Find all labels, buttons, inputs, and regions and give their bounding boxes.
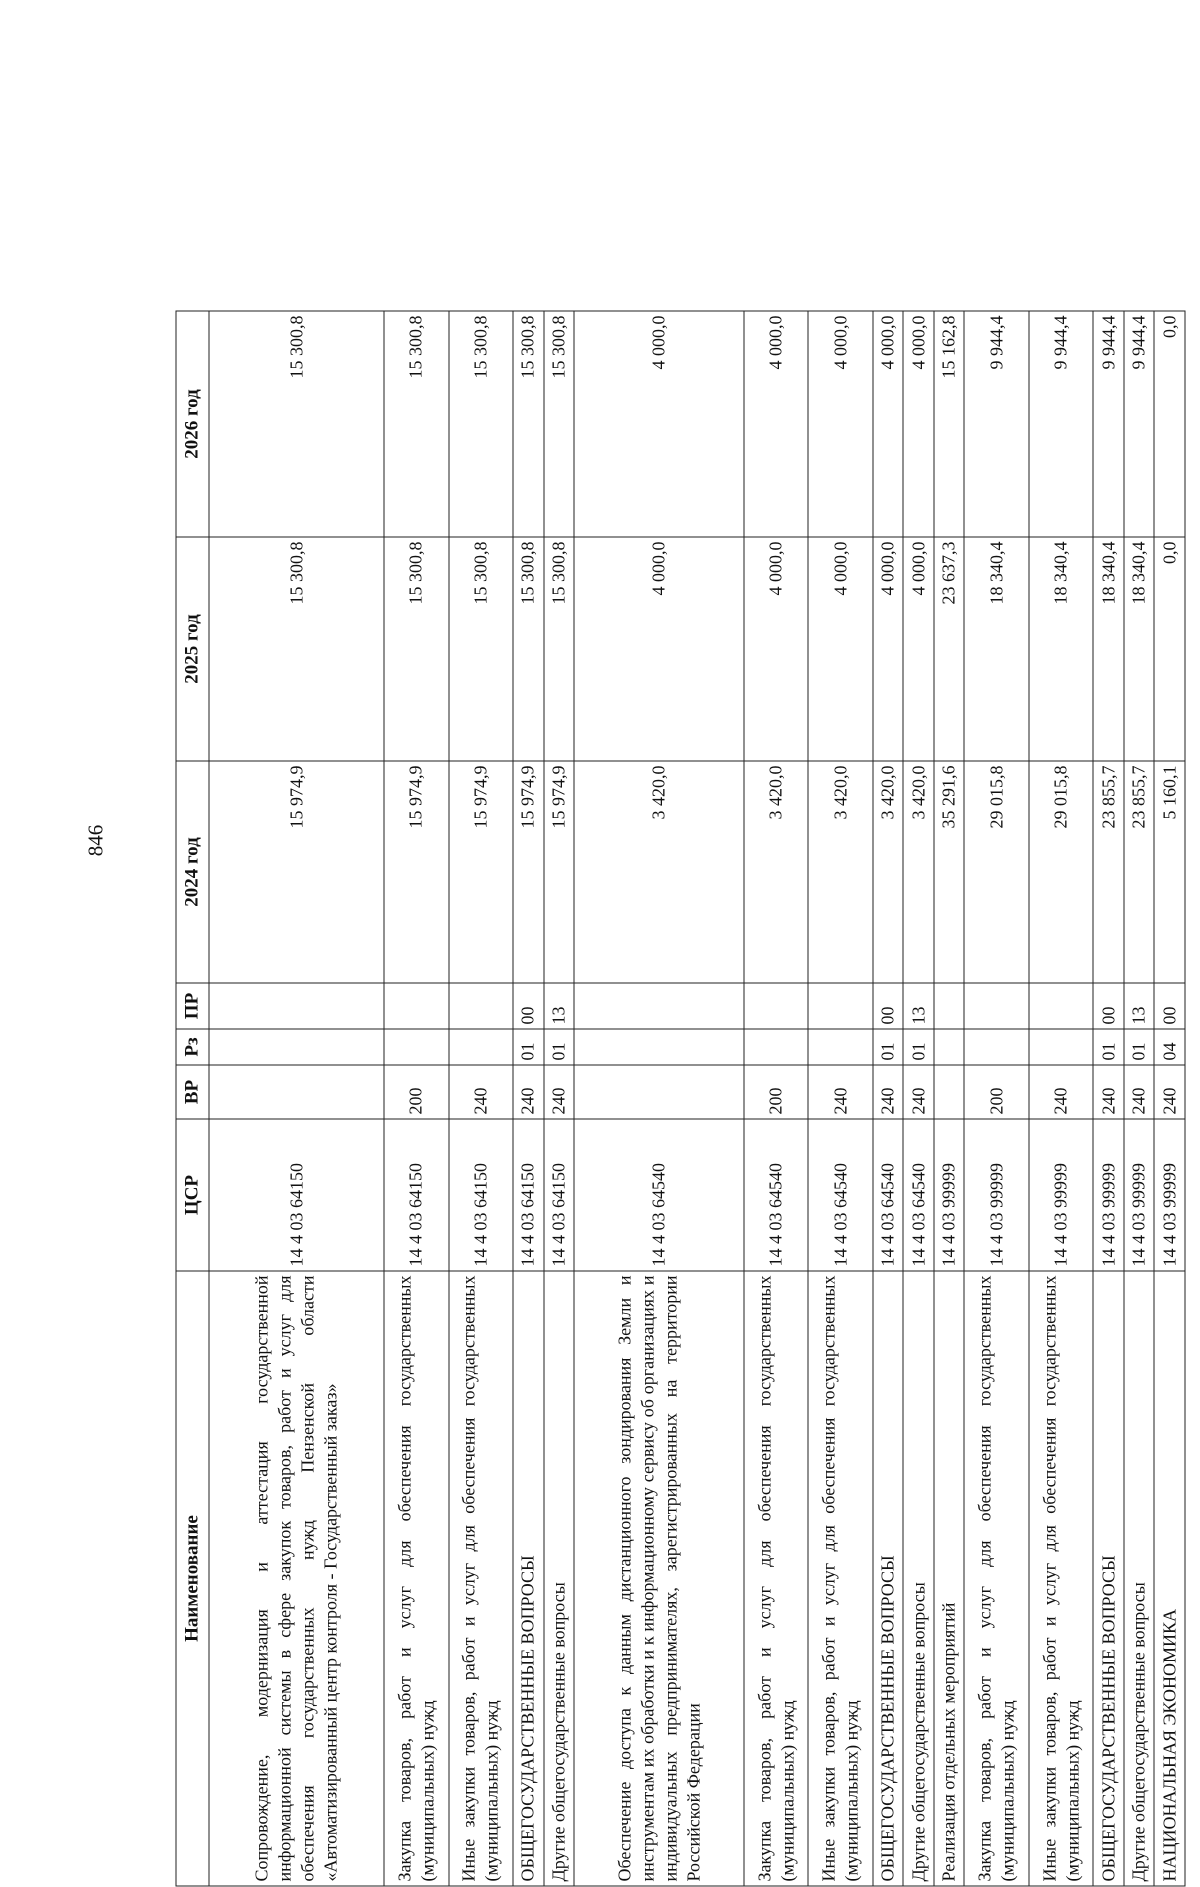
table-row bbox=[964, 311, 1028, 1886]
cell-y2024: 3 420,0 bbox=[903, 761, 934, 983]
cell-y2025: 4 000,0 bbox=[903, 537, 934, 761]
cell-vr: 240 bbox=[1124, 1065, 1155, 1119]
cell-y2025: 18 340,4 bbox=[1093, 537, 1124, 761]
cell-name: НАЦИОНАЛЬНАЯ ЭКОНОМИКА bbox=[1154, 1271, 1185, 1886]
cell-y2025: 15 300,8 bbox=[209, 537, 384, 761]
cell-vr: 240 bbox=[1154, 1065, 1185, 1119]
cell-vr: 240 bbox=[903, 1065, 934, 1119]
cell-pr bbox=[1029, 983, 1093, 1029]
header-name: Наименование bbox=[176, 1271, 209, 1886]
table-row bbox=[1093, 311, 1124, 1886]
cell-vr: 240 bbox=[1093, 1065, 1124, 1119]
cell-y2024: 15 974,9 bbox=[544, 761, 575, 983]
cell-y2026: 4 000,0 bbox=[744, 311, 808, 537]
cell-rz bbox=[384, 1029, 448, 1065]
table-row bbox=[1029, 311, 1093, 1886]
cell-y2026: 9 944,4 bbox=[1093, 311, 1124, 537]
cell-y2024: 3 420,0 bbox=[808, 761, 872, 983]
cell-y2025: 15 300,8 bbox=[449, 537, 513, 761]
cell-pr bbox=[449, 983, 513, 1029]
cell-y2025: 0,0 bbox=[1154, 537, 1185, 761]
cell-y2024: 23 855,7 bbox=[1093, 761, 1124, 983]
header-pr: ПР bbox=[176, 983, 209, 1029]
cell-csr: 14 4 03 99999 bbox=[934, 1119, 965, 1271]
cell-pr: 00 bbox=[1154, 983, 1185, 1029]
cell-vr: 240 bbox=[544, 1065, 575, 1119]
cell-rz: 01 bbox=[513, 1029, 544, 1065]
cell-name: ОБЩЕГОСУДАРСТВЕННЫЕ ВОПРОСЫ bbox=[1093, 1271, 1124, 1886]
cell-rz bbox=[1029, 1029, 1093, 1065]
cell-name: ОБЩЕГОСУДАРСТВЕННЫЕ ВОПРОСЫ bbox=[873, 1271, 904, 1886]
cell-csr: 14 4 03 99999 bbox=[1124, 1119, 1155, 1271]
cell-y2025: 4 000,0 bbox=[808, 537, 872, 761]
cell-vr: 240 bbox=[513, 1065, 544, 1119]
cell-csr: 14 4 03 64540 bbox=[873, 1119, 904, 1271]
cell-y2026: 15 300,8 bbox=[544, 311, 575, 537]
cell-y2026: 15 300,8 bbox=[384, 311, 448, 537]
cell-rz bbox=[808, 1029, 872, 1065]
cell-rz: 01 bbox=[544, 1029, 575, 1065]
budget-table bbox=[176, 311, 1186, 1887]
header-rz: Рз bbox=[176, 1029, 209, 1065]
cell-name: Реализация отдельных мероприятий bbox=[934, 1271, 965, 1886]
cell-pr bbox=[964, 983, 1028, 1029]
cell-name: Обеспечение доступа к данным дистанционного зондирования Земли и инструментам их обработки и к информационному сервису об организациях и индивидуальных предпринимателях, зарегистрированных на территории Российской Федерации bbox=[574, 1271, 744, 1886]
cell-name: Закупка товаров, работ и услуг для обеспечения государственных (муниципальных) нужд bbox=[744, 1271, 808, 1886]
table-row bbox=[934, 311, 965, 1886]
cell-y2026: 4 000,0 bbox=[808, 311, 872, 537]
cell-name: Иные закупки товаров, работ и услуг для обеспечения государственных (муниципальных) нужд bbox=[808, 1271, 872, 1886]
cell-y2026: 9 944,4 bbox=[1124, 311, 1155, 537]
table-row bbox=[1124, 311, 1155, 1886]
rotated-table-area bbox=[175, 315, 1185, 1882]
cell-name: Закупка товаров, работ и услуг для обеспечения государственных (муниципальных) нужд bbox=[384, 1271, 448, 1886]
cell-csr: 14 4 03 64540 bbox=[808, 1119, 872, 1271]
cell-name: Иные закупки товаров, работ и услуг для обеспечения государственных (муниципальных) нужд bbox=[1029, 1271, 1093, 1886]
cell-y2026: 15 162,8 bbox=[934, 311, 965, 537]
cell-y2025: 18 340,4 bbox=[1124, 537, 1155, 761]
page-number: 846 bbox=[83, 824, 108, 857]
header-csr: ЦСР bbox=[176, 1119, 209, 1271]
header-2024: 2024 год bbox=[176, 761, 209, 983]
cell-y2025: 23 637,3 bbox=[934, 537, 965, 761]
cell-csr: 14 4 03 64150 bbox=[449, 1119, 513, 1271]
cell-rz: 04 bbox=[1154, 1029, 1185, 1065]
table-row bbox=[449, 311, 513, 1886]
cell-pr: 13 bbox=[544, 983, 575, 1029]
cell-vr: 200 bbox=[964, 1065, 1028, 1119]
cell-pr bbox=[934, 983, 965, 1029]
header-2026: 2026 год bbox=[176, 311, 209, 537]
cell-y2026: 4 000,0 bbox=[574, 311, 744, 537]
cell-y2024: 3 420,0 bbox=[873, 761, 904, 983]
cell-y2025: 15 300,8 bbox=[513, 537, 544, 761]
cell-vr: 240 bbox=[449, 1065, 513, 1119]
cell-pr: 00 bbox=[873, 983, 904, 1029]
cell-vr: 240 bbox=[1029, 1065, 1093, 1119]
table-body bbox=[209, 311, 1185, 1886]
cell-vr bbox=[934, 1065, 965, 1119]
cell-y2025: 4 000,0 bbox=[744, 537, 808, 761]
cell-csr: 14 4 03 64150 bbox=[544, 1119, 575, 1271]
cell-rz: 01 bbox=[873, 1029, 904, 1065]
cell-rz bbox=[209, 1029, 384, 1065]
cell-csr: 14 4 03 99999 bbox=[964, 1119, 1028, 1271]
cell-pr bbox=[384, 983, 448, 1029]
cell-y2024: 15 974,9 bbox=[384, 761, 448, 983]
cell-pr: 13 bbox=[903, 983, 934, 1029]
cell-y2025: 4 000,0 bbox=[873, 537, 904, 761]
cell-y2024: 15 974,9 bbox=[209, 761, 384, 983]
cell-csr: 14 4 03 64540 bbox=[903, 1119, 934, 1271]
cell-y2025: 15 300,8 bbox=[384, 537, 448, 761]
cell-y2026: 15 300,8 bbox=[513, 311, 544, 537]
cell-csr: 14 4 03 64540 bbox=[574, 1119, 744, 1271]
cell-name: Другие общегосударственные вопросы bbox=[903, 1271, 934, 1886]
table-row bbox=[574, 311, 744, 1886]
table-row bbox=[873, 311, 904, 1886]
cell-y2026: 15 300,8 bbox=[209, 311, 384, 537]
cell-y2026: 9 944,4 bbox=[1029, 311, 1093, 537]
cell-y2026: 15 300,8 bbox=[449, 311, 513, 537]
cell-vr: 240 bbox=[808, 1065, 872, 1119]
cell-csr: 14 4 03 64150 bbox=[384, 1119, 448, 1271]
cell-pr: 13 bbox=[1124, 983, 1155, 1029]
cell-rz bbox=[449, 1029, 513, 1065]
header-2025: 2025 год bbox=[176, 537, 209, 761]
budget-table-container bbox=[176, 312, 1186, 1887]
cell-vr bbox=[209, 1065, 384, 1119]
table-row bbox=[903, 311, 934, 1886]
table-row bbox=[1154, 311, 1185, 1886]
cell-name: Другие общегосударственные вопросы bbox=[1124, 1271, 1155, 1886]
cell-rz bbox=[574, 1029, 744, 1065]
cell-pr bbox=[209, 983, 384, 1029]
cell-y2026: 9 944,4 bbox=[964, 311, 1028, 537]
table-row bbox=[384, 311, 448, 1886]
cell-csr: 14 4 03 64540 bbox=[744, 1119, 808, 1271]
cell-csr: 14 4 03 99999 bbox=[1029, 1119, 1093, 1271]
cell-rz bbox=[964, 1029, 1028, 1065]
cell-rz bbox=[744, 1029, 808, 1065]
cell-csr: 14 4 03 99999 bbox=[1154, 1119, 1185, 1271]
cell-y2025: 15 300,8 bbox=[544, 537, 575, 761]
cell-pr bbox=[574, 983, 744, 1029]
cell-rz: 01 bbox=[903, 1029, 934, 1065]
cell-vr: 200 bbox=[744, 1065, 808, 1119]
table-row bbox=[513, 311, 544, 1886]
cell-vr: 200 bbox=[384, 1065, 448, 1119]
table-row bbox=[209, 311, 384, 1886]
cell-y2025: 18 340,4 bbox=[964, 537, 1028, 761]
cell-y2026: 4 000,0 bbox=[873, 311, 904, 537]
cell-y2024: 29 015,8 bbox=[1029, 761, 1093, 983]
cell-y2024: 29 015,8 bbox=[964, 761, 1028, 983]
cell-name: Иные закупки товаров, работ и услуг для обеспечения государственных (муниципальных) нужд bbox=[449, 1271, 513, 1886]
cell-pr: 00 bbox=[513, 983, 544, 1029]
cell-y2024: 3 420,0 bbox=[574, 761, 744, 983]
cell-pr: 00 bbox=[1093, 983, 1124, 1029]
cell-csr: 14 4 03 99999 bbox=[1093, 1119, 1124, 1271]
cell-csr: 14 4 03 64150 bbox=[513, 1119, 544, 1271]
cell-pr bbox=[744, 983, 808, 1029]
cell-csr: 14 4 03 64150 bbox=[209, 1119, 384, 1271]
cell-y2026: 4 000,0 bbox=[903, 311, 934, 537]
cell-y2026: 0,0 bbox=[1154, 311, 1185, 537]
cell-name: Закупка товаров, работ и услуг для обеспечения государственных (муниципальных) нужд bbox=[964, 1271, 1028, 1886]
cell-rz: 01 bbox=[1093, 1029, 1124, 1065]
header-vr: ВР bbox=[176, 1065, 209, 1119]
cell-y2025: 18 340,4 bbox=[1029, 537, 1093, 761]
cell-y2024: 15 974,9 bbox=[513, 761, 544, 983]
cell-name: Сопровождение, модернизация и аттестация государственной информационной системы в сфере закупок товаров, работ и услуг для обеспечения государственных нужд Пензенской области «Автоматизированный центр контроля - Государственный заказ» bbox=[209, 1271, 384, 1886]
cell-y2024: 15 974,9 bbox=[449, 761, 513, 983]
cell-vr: 240 bbox=[873, 1065, 904, 1119]
table-row bbox=[744, 311, 808, 1886]
cell-rz bbox=[934, 1029, 965, 1065]
cell-y2025: 4 000,0 bbox=[574, 537, 744, 761]
cell-name: ОБЩЕГОСУДАРСТВЕННЫЕ ВОПРОСЫ bbox=[513, 1271, 544, 1886]
cell-name: Другие общегосударственные вопросы bbox=[544, 1271, 575, 1886]
cell-y2024: 5 160,1 bbox=[1154, 761, 1185, 983]
cell-pr bbox=[808, 983, 872, 1029]
table-row bbox=[544, 311, 575, 1886]
table-header-row bbox=[176, 311, 209, 1886]
cell-vr bbox=[574, 1065, 744, 1119]
cell-rz: 01 bbox=[1124, 1029, 1155, 1065]
cell-y2024: 35 291,6 bbox=[934, 761, 965, 983]
table-row bbox=[808, 311, 872, 1886]
cell-y2024: 3 420,0 bbox=[744, 761, 808, 983]
cell-y2024: 23 855,7 bbox=[1124, 761, 1155, 983]
